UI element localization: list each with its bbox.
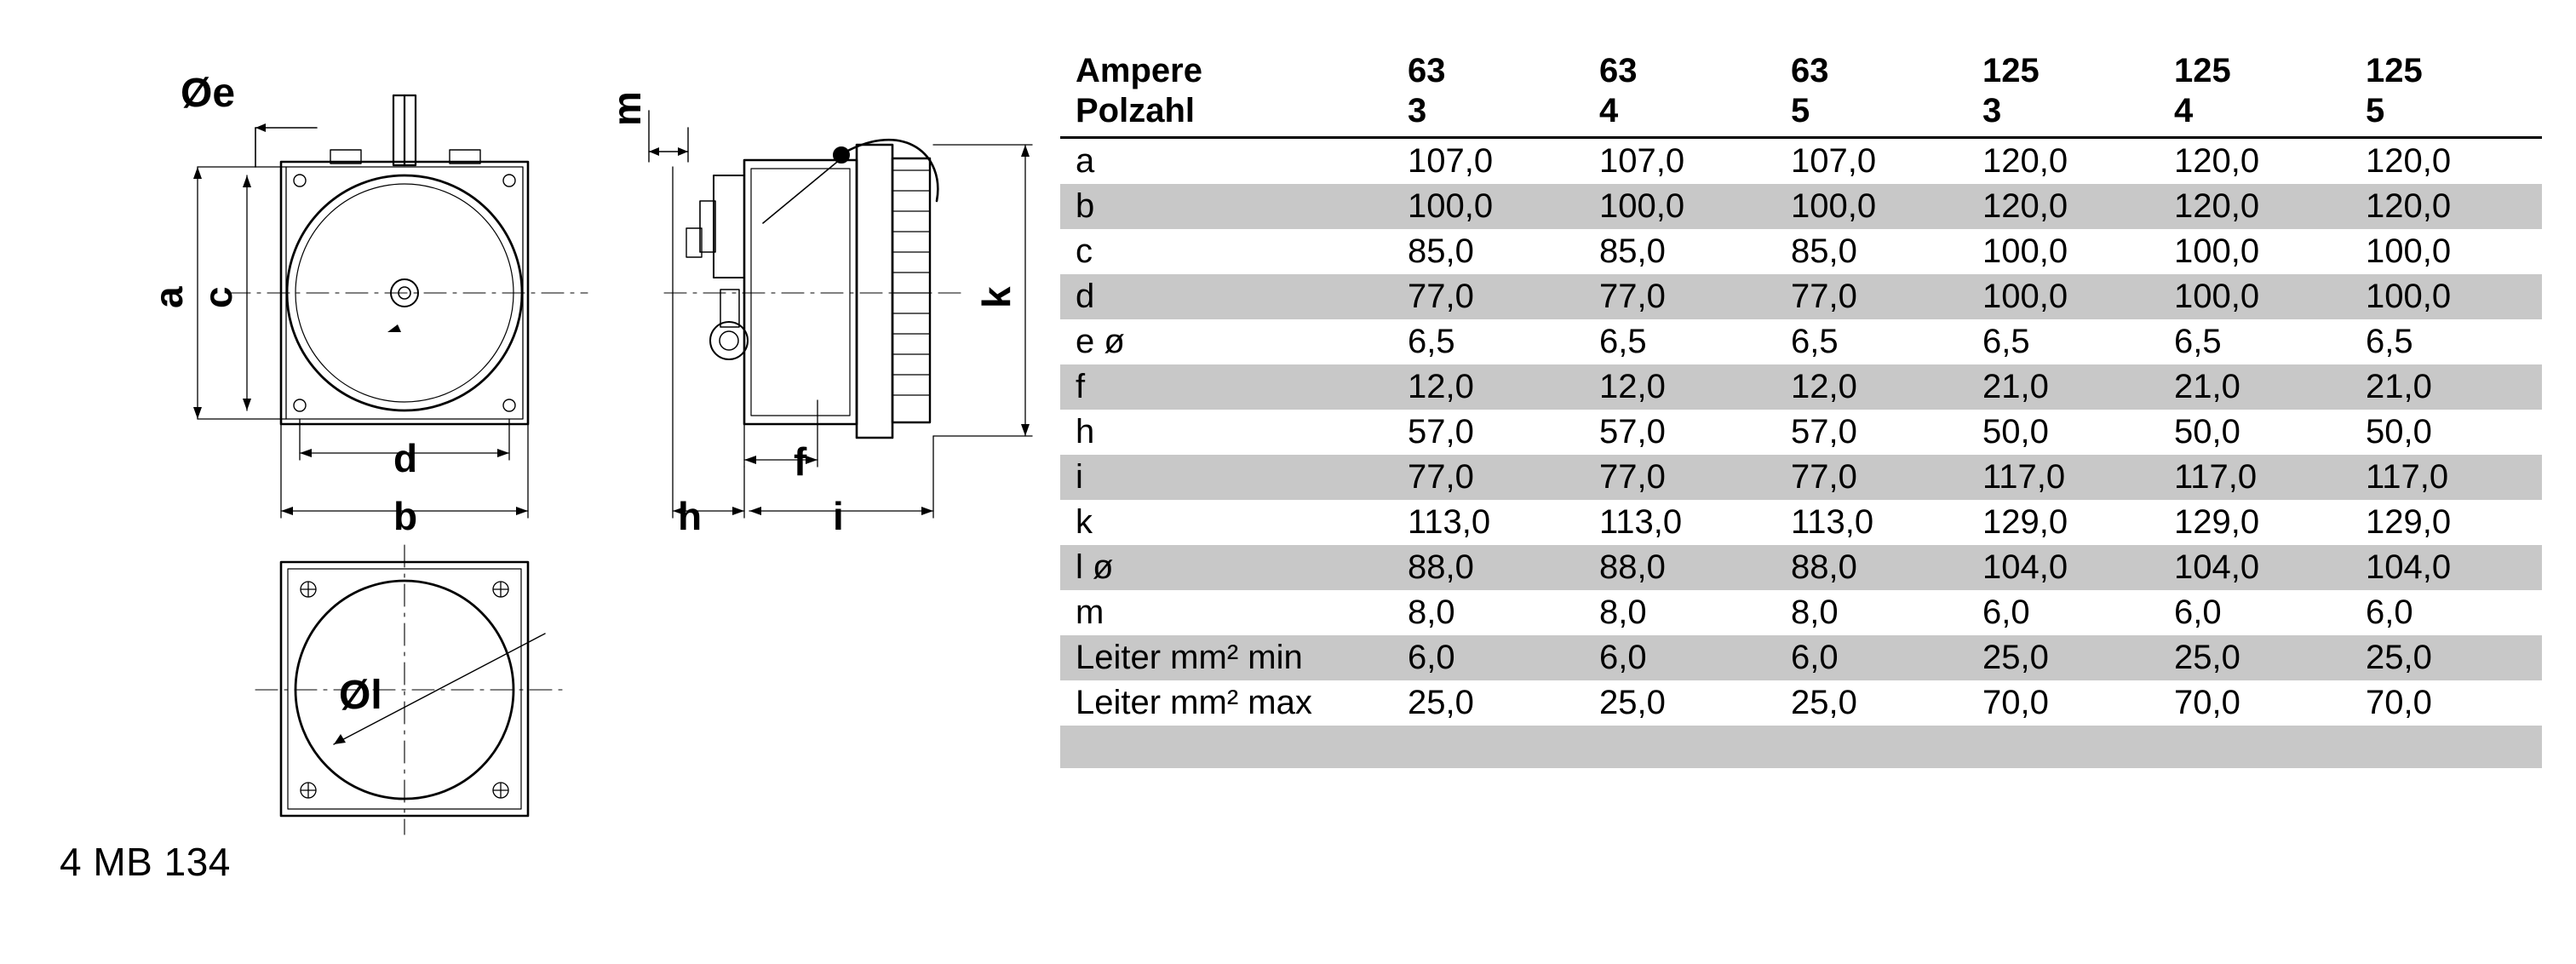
label-dim-m: m (605, 91, 649, 126)
header-ampere-2: 63 (1791, 52, 1829, 89)
row-value: 88,0 (1392, 545, 1584, 590)
specifications-table (1060, 51, 2542, 768)
row-value: 85,0 (1408, 232, 1474, 271)
row-value: 104,0 (1967, 545, 2159, 590)
row-value: 77,0 (1392, 274, 1584, 319)
row-value: 120,0 (2350, 184, 2542, 229)
label-diameter-l: Øl (339, 673, 382, 718)
row-value: 6,5 (1408, 323, 1455, 361)
header-polzahl-5: 5 (2366, 92, 2385, 130)
row-value: 21,0 (2159, 364, 2350, 410)
table-row (1060, 500, 2542, 545)
header-col-0 (1392, 51, 1584, 138)
table-row (1060, 545, 2542, 590)
header-polzahl-4: 4 (2174, 92, 2194, 130)
row-value: 6,0 (1392, 635, 1584, 680)
row-value: 8,0 (1408, 594, 1455, 632)
header-polzahl-1: 4 (1599, 92, 1619, 130)
row-value: 100,0 (1776, 184, 1967, 229)
row-value: 6,0 (2174, 594, 2222, 632)
label-dim-c: c (196, 286, 240, 308)
row-value: 25,0 (1967, 635, 2159, 680)
row-label: k (1076, 503, 1093, 542)
table-header-row (1060, 51, 2542, 138)
table-row (1060, 410, 2542, 455)
row-value: 8,0 (1599, 594, 1647, 632)
row-label: f (1060, 364, 1392, 410)
table-row (1060, 138, 2542, 185)
table-row (1060, 184, 2542, 229)
row-label: Leiter mm² max (1076, 684, 1312, 722)
row-value: 21,0 (1967, 364, 2159, 410)
row-value: 12,0 (1392, 364, 1584, 410)
row-label: a (1076, 142, 1095, 181)
header-polzahl-label: Polzahl (1076, 92, 1196, 130)
header-polzahl-2: 5 (1791, 92, 1810, 130)
row-label: h (1076, 413, 1095, 451)
table-row (1060, 590, 2542, 635)
row-value (1967, 726, 2159, 768)
row-value: 6,5 (2366, 323, 2413, 361)
row-value: 70,0 (1982, 684, 2049, 722)
row-value: 12,0 (1776, 364, 1967, 410)
header-col-3 (1967, 51, 2159, 138)
row-value: 6,0 (1584, 635, 1776, 680)
row-value: 117,0 (2159, 455, 2350, 500)
row-value: 8,0 (1791, 594, 1839, 632)
row-value: 100,0 (2350, 274, 2542, 319)
row-value: 70,0 (2366, 684, 2432, 722)
row-value: 85,0 (1791, 232, 1857, 271)
label-dim-f: f (794, 439, 807, 484)
row-value: 104,0 (2159, 545, 2350, 590)
row-value: 117,0 (2350, 455, 2542, 500)
row-value: 77,0 (1776, 455, 1967, 500)
row-value: 107,0 (1791, 142, 1877, 181)
row-value: 100,0 (2366, 232, 2452, 271)
row-value: 57,0 (1599, 413, 1666, 451)
row-value: 50,0 (1982, 413, 2049, 451)
table-row (1060, 229, 2542, 274)
row-label: b (1060, 184, 1392, 229)
row-label: Leiter mm² min (1060, 635, 1392, 680)
header-col-2 (1776, 51, 1967, 138)
row-value: 70,0 (2174, 684, 2240, 722)
header-col-1 (1584, 51, 1776, 138)
row-value: 100,0 (2159, 274, 2350, 319)
header-col-5 (2350, 51, 2542, 138)
header-ampere-1: 63 (1599, 52, 1638, 89)
table-row (1060, 726, 2542, 768)
row-value: 6,0 (2366, 594, 2413, 632)
row-label (1060, 726, 1392, 768)
row-value: 113,0 (1791, 503, 1874, 542)
table-row (1060, 274, 2542, 319)
row-label: m (1076, 594, 1104, 632)
header-polzahl-0: 3 (1408, 92, 1427, 130)
header-ampere-4: 125 (2174, 52, 2231, 89)
row-value: 117,0 (1967, 455, 2159, 500)
row-value: 129,0 (1982, 503, 2068, 542)
table-row (1060, 319, 2542, 364)
label-diameter-e: Øe (181, 71, 236, 116)
table-row (1060, 680, 2542, 726)
row-value: 6,5 (1791, 323, 1839, 361)
row-value: 120,0 (1982, 142, 2068, 181)
row-value: 100,0 (1982, 232, 2068, 271)
row-value: 25,0 (1408, 684, 1474, 722)
row-label: i (1060, 455, 1392, 500)
row-value: 12,0 (1584, 364, 1776, 410)
label-dim-a: a (146, 286, 191, 308)
row-value: 107,0 (1599, 142, 1685, 181)
table-row (1060, 635, 2542, 680)
row-value: 129,0 (2174, 503, 2260, 542)
row-value: 88,0 (1584, 545, 1776, 590)
label-dim-b: b (393, 494, 418, 538)
row-value (2159, 726, 2350, 768)
row-value: 77,0 (1584, 274, 1776, 319)
row-value: 113,0 (1408, 503, 1491, 542)
row-value: 129,0 (2366, 503, 2452, 542)
row-value: 6,5 (2174, 323, 2222, 361)
row-value: 100,0 (1967, 274, 2159, 319)
row-label: e ø (1076, 323, 1125, 361)
header-ampere-0: 63 (1408, 52, 1446, 89)
row-value: 6,0 (1982, 594, 2030, 632)
row-value: 21,0 (2350, 364, 2542, 410)
row-value: 25,0 (1791, 684, 1857, 722)
row-label: c (1076, 232, 1093, 271)
table-row (1060, 455, 2542, 500)
technical-drawings (0, 0, 1056, 960)
row-value (1584, 726, 1776, 768)
row-value: 57,0 (1408, 413, 1474, 451)
row-value: 120,0 (1967, 184, 2159, 229)
row-value: 77,0 (1392, 455, 1584, 500)
row-label: l ø (1060, 545, 1392, 590)
row-value: 50,0 (2174, 413, 2240, 451)
row-value: 120,0 (2159, 184, 2350, 229)
row-value: 120,0 (2174, 142, 2260, 181)
row-value: 100,0 (1392, 184, 1584, 229)
part-code: 4 MB 134 (60, 840, 231, 884)
table-row (1060, 364, 2542, 410)
row-value: 120,0 (2366, 142, 2452, 181)
row-value: 107,0 (1408, 142, 1494, 181)
row-value: 77,0 (1776, 274, 1967, 319)
row-value: 6,5 (1982, 323, 2030, 361)
specifications-table-wrapper (1060, 51, 2542, 768)
row-value (1392, 726, 1584, 768)
header-ampere-3: 125 (1982, 52, 2040, 89)
row-value: 25,0 (1599, 684, 1666, 722)
header-label-cell (1060, 51, 1392, 138)
row-value: 85,0 (1599, 232, 1666, 271)
row-value: 113,0 (1599, 503, 1683, 542)
label-dim-i: i (833, 494, 844, 538)
label-dim-h: h (678, 494, 703, 538)
row-label: d (1060, 274, 1392, 319)
row-value (2350, 726, 2542, 768)
row-value: 25,0 (2350, 635, 2542, 680)
row-value: 25,0 (2159, 635, 2350, 680)
header-col-4 (2159, 51, 2350, 138)
header-ampere-label: Ampere (1076, 52, 1202, 89)
header-polzahl-3: 3 (1982, 92, 2002, 130)
row-value: 57,0 (1791, 413, 1857, 451)
label-dim-d: d (393, 436, 418, 480)
label-dim-k: k (974, 286, 1018, 308)
header-ampere-5: 125 (2366, 52, 2423, 89)
row-value (1776, 726, 1967, 768)
drawing-svg (0, 0, 1056, 960)
row-value: 100,0 (2174, 232, 2260, 271)
row-value: 6,5 (1599, 323, 1647, 361)
row-value: 50,0 (2366, 413, 2432, 451)
row-value: 100,0 (1584, 184, 1776, 229)
row-value: 77,0 (1584, 455, 1776, 500)
row-value: 88,0 (1776, 545, 1967, 590)
row-value: 6,0 (1776, 635, 1967, 680)
row-value: 104,0 (2350, 545, 2542, 590)
